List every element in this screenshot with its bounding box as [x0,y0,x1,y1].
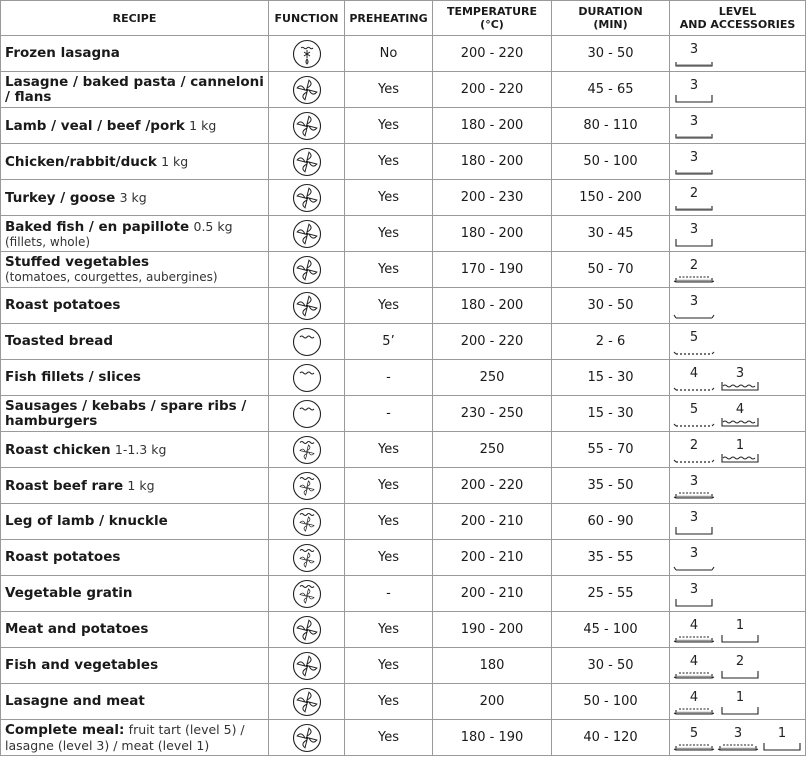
accessory-flat [674,315,714,318]
preheating-cell: Yes [345,144,433,180]
recipe-name: Leg of lamb / knuckle [5,513,168,529]
recipe-name: Lasagne and meat [5,693,145,709]
recipe-name: Fish and vegetables [5,657,159,673]
level-number: 3 [689,113,699,129]
level-cell [670,180,806,216]
accessory-pan [676,527,712,534]
fan-icon [292,147,322,177]
preheating-cell: Yes [345,540,433,576]
temperature-cell: 200 - 220 [433,324,552,360]
recipe-cell [1,180,269,216]
temperature-cell: 170 - 190 [433,252,552,288]
level-accessories [672,146,804,178]
duration-cell: 30 - 50 [552,36,670,72]
fan-icon [292,75,322,105]
duration-cell: 60 - 90 [552,504,670,540]
table-row [1,612,806,648]
table-row [1,576,806,612]
header-preheating: PREHEATING [345,1,433,36]
level-number: 3 [689,41,699,57]
recipe-name: Chicken/rabbit/duck [5,153,157,170]
recipe-cell [1,72,269,108]
grill-icon [292,399,322,429]
function-cell [269,432,345,468]
accessory-pan [676,239,712,246]
duration-cell: 30 - 45 [552,216,670,252]
accessory-tray [676,206,712,210]
recipe-name: Roast beef rare [5,477,124,494]
preheating-cell: No [345,36,433,72]
accessory-tray [676,170,712,174]
accessory-grid [674,460,714,462]
recipe-cell [1,252,269,288]
table-row [1,72,806,108]
fan-icon [292,615,322,645]
level-cell [670,612,806,648]
level-number: 2 [735,653,745,669]
temperature-cell: 190 - 200 [433,612,552,648]
level-accessories [672,434,804,466]
recipe-name: Baked fish / en papillote [5,218,190,235]
fan-icon [292,219,322,249]
header-temperature: TEMPERATURE (°C) [433,1,552,36]
recipe-name: Turkey / goose [5,189,116,206]
accessory-grid [674,388,714,390]
level-accessories [672,38,804,70]
recipe-cell [1,324,269,360]
level-cell [670,252,806,288]
table-row [1,180,806,216]
level-cell [670,504,806,540]
level-accessories [672,614,804,646]
recipe-quantity: 0.5 kg [193,218,233,234]
recipe-cell [1,720,269,756]
level-cell [670,684,806,720]
accessory-tray [676,134,712,138]
function-cell [269,612,345,648]
recipe-quantity: 1 kg [127,477,155,493]
preheating-cell: - [345,576,433,612]
recipe-name: Lamb / veal / beef /pork [5,117,185,134]
level-number: 2 [689,437,699,453]
function-cell [269,684,345,720]
level-number: 3 [689,293,699,309]
accessory-flat [674,567,714,570]
level-number: 4 [689,617,699,633]
recipe-name: Meat and potatoes [5,621,149,637]
turbo-grill-icon [292,471,322,501]
recipe-quantity: 1-1.3 kg [114,441,167,457]
function-cell [269,324,345,360]
temperature-cell: 200 - 220 [433,36,552,72]
fan-icon [292,723,322,753]
function-cell [269,108,345,144]
recipe-cell [1,504,269,540]
fan-icon [292,183,322,213]
accessory-pan [676,599,712,606]
accessory-drip [722,418,758,426]
table-row [1,288,806,324]
table-row [1,504,806,540]
duration-cell: 50 - 100 [552,684,670,720]
temperature-cell: 200 - 220 [433,72,552,108]
turbo-grill-icon [292,507,322,537]
preheating-cell: Yes [345,648,433,684]
level-accessories [672,254,804,286]
level-cell [670,432,806,468]
recipe-name: Roast potatoes [5,549,121,565]
level-accessories [672,650,804,682]
recipe-cell [1,576,269,612]
level-number: 1 [735,437,745,453]
recipe-name: Roast chicken [5,441,111,458]
level-cell [670,396,806,432]
recipe-name: Complete meal: [5,721,125,738]
table-row [1,468,806,504]
temperature-cell: 250 [433,432,552,468]
recipe-note: (fillets, whole) [5,234,91,249]
temperature-cell: 180 - 190 [433,720,552,756]
level-number: 5 [689,725,699,741]
level-number: 3 [689,509,699,525]
recipe-name: Frozen lasagna [5,45,120,61]
level-number: 1 [735,617,745,633]
turbo-grill-icon [292,579,322,609]
header-level: LEVEL AND ACCESSORIES [670,1,806,36]
preheating-cell: Yes [345,684,433,720]
level-number: 5 [689,329,699,345]
fan-icon [292,111,322,141]
grill-icon [292,327,322,357]
function-cell [269,720,345,756]
duration-cell: 15 - 30 [552,360,670,396]
level-cell [670,540,806,576]
accessory-pan [722,635,758,642]
temperature-cell: 230 - 250 [433,396,552,432]
function-cell [269,216,345,252]
duration-cell: 15 - 30 [552,396,670,432]
recipe-name: Stuffed vegetables [5,254,150,270]
duration-cell: 55 - 70 [552,432,670,468]
duration-cell: 40 - 120 [552,720,670,756]
function-cell [269,288,345,324]
preheating-cell: Yes [345,72,433,108]
recipe-cell [1,144,269,180]
table-row [1,540,806,576]
temperature-cell: 200 - 210 [433,504,552,540]
level-cell [670,288,806,324]
recipe-cell [1,432,269,468]
level-accessories [672,722,804,754]
level-number: 3 [733,725,743,741]
recipe-cell [1,360,269,396]
table-row [1,144,806,180]
function-cell [269,648,345,684]
function-cell [269,468,345,504]
function-cell [269,576,345,612]
table-row [1,396,806,432]
temperature-cell: 180 - 200 [433,108,552,144]
temperature-cell: 180 - 200 [433,144,552,180]
duration-cell: 2 - 6 [552,324,670,360]
level-cell [670,108,806,144]
recipe-cell [1,288,269,324]
level-number: 3 [689,221,699,237]
level-cell [670,360,806,396]
level-cell [670,720,806,756]
header-function: FUNCTION [269,1,345,36]
temperature-cell: 180 - 200 [433,288,552,324]
recipe-note: (tomatoes, courgettes, aubergines) [5,270,218,284]
level-accessories [672,470,804,502]
level-number: 3 [689,545,699,561]
function-cell [269,396,345,432]
fan-defrost-icon [292,39,322,69]
level-number: 3 [689,473,699,489]
duration-cell: 45 - 65 [552,72,670,108]
function-cell [269,360,345,396]
grill-icon [292,363,322,393]
level-cell [670,216,806,252]
recipe-cell [1,540,269,576]
temperature-cell: 180 [433,648,552,684]
level-number: 3 [689,149,699,165]
level-number: 4 [735,401,745,417]
recipe-cell [1,108,269,144]
level-accessories [672,398,804,430]
accessory-rack-tray [674,493,714,498]
duration-cell: 50 - 100 [552,144,670,180]
duration-cell: 35 - 50 [552,468,670,504]
recipe-cell [1,396,269,432]
preheating-cell: 5’ [345,324,433,360]
turbo-grill-icon [292,435,322,465]
level-number: 2 [689,257,699,273]
fan-icon [292,651,322,681]
level-number: 3 [735,365,745,381]
accessory-tray [676,62,712,66]
recipe-cell [1,36,269,72]
function-cell [269,504,345,540]
duration-cell: 45 - 100 [552,612,670,648]
function-cell [269,540,345,576]
level-accessories [672,218,804,250]
preheating-cell: - [345,396,433,432]
accessory-grid [674,424,714,426]
table-row [1,36,806,72]
recipe-quantity: 1 kg [161,153,189,169]
level-cell [670,648,806,684]
level-accessories [672,542,804,574]
recipe-name: Lasagne / baked pasta / canneloni / flans [5,73,264,105]
function-cell [269,36,345,72]
table-row [1,648,806,684]
duration-cell: 150 - 200 [552,180,670,216]
accessory-rack-tray [674,277,714,282]
table-row [1,108,806,144]
temperature-cell: 200 - 210 [433,540,552,576]
level-cell [670,144,806,180]
level-accessories [672,686,804,718]
duration-cell: 80 - 110 [552,108,670,144]
accessory-rack-tray [674,637,714,642]
temperature-cell: 200 - 230 [433,180,552,216]
temperature-cell: 200 [433,684,552,720]
accessory-rack-tray [674,673,714,678]
temperature-cell: 180 - 200 [433,216,552,252]
turbo-grill-icon [292,543,322,573]
temperature-cell: 200 - 220 [433,468,552,504]
accessory-pan [722,707,758,714]
level-accessories [672,506,804,538]
accessory-rack-tray [718,745,758,750]
recipe-cell [1,216,269,252]
preheating-cell: Yes [345,504,433,540]
table-row [1,216,806,252]
level-accessories [672,182,804,214]
recipe-name: Roast potatoes [5,297,121,313]
preheating-cell: - [345,360,433,396]
level-accessories [672,110,804,142]
preheating-cell: Yes [345,720,433,756]
function-cell [269,72,345,108]
accessory-drip [722,454,758,462]
accessory-grid [674,352,714,354]
level-number: 1 [735,689,745,705]
recipe-quantity: fruit tart (level 5) / lasagne (level 3) / meat (level 1) [5,721,245,753]
fan-icon [292,255,322,285]
accessory-drip [722,382,758,390]
recipe-cell [1,468,269,504]
function-cell [269,252,345,288]
recipe-name: Sausages / kebabs / spare ribs / hamburgers [5,397,247,429]
temperature-cell: 200 - 210 [433,576,552,612]
duration-cell: 25 - 55 [552,576,670,612]
accessory-rack-tray [674,709,714,714]
preheating-cell: Yes [345,612,433,648]
recipe-quantity: 1 kg [189,117,217,133]
table-row [1,252,806,288]
level-cell [670,576,806,612]
accessory-pan [722,671,758,678]
level-number: 4 [689,689,699,705]
preheating-cell: Yes [345,468,433,504]
level-cell [670,468,806,504]
table-row [1,324,806,360]
recipe-name: Fish fillets / slices [5,369,141,385]
recipe-name: Toasted bread [5,333,114,349]
preheating-cell: Yes [345,252,433,288]
recipe-cell [1,648,269,684]
accessory-rack-tray [674,745,714,750]
level-number: 5 [689,401,699,417]
level-number: 1 [777,725,787,741]
fan-icon [292,291,322,321]
function-cell [269,144,345,180]
header-row [1,1,806,36]
level-number: 3 [689,581,699,597]
recipe-quantity: 3 kg [119,189,147,205]
accessory-pan [764,743,800,750]
table-row [1,684,806,720]
duration-cell: 35 - 55 [552,540,670,576]
level-accessories [672,578,804,610]
level-number: 4 [689,653,699,669]
level-cell [670,36,806,72]
level-accessories [672,290,804,322]
level-number: 2 [689,185,699,201]
level-cell [670,72,806,108]
level-accessories [672,326,804,358]
header-recipe: RECIPE [1,1,269,36]
duration-cell: 30 - 50 [552,648,670,684]
header-duration: DURATION (MIN) [552,1,670,36]
table-row [1,360,806,396]
duration-cell: 50 - 70 [552,252,670,288]
accessory-pan [676,95,712,102]
temperature-cell: 250 [433,360,552,396]
preheating-cell: Yes [345,216,433,252]
level-cell [670,324,806,360]
preheating-cell: Yes [345,180,433,216]
recipe-cell [1,612,269,648]
fan-icon [292,687,322,717]
recipe-name: Vegetable gratin [5,585,133,601]
preheating-cell: Yes [345,108,433,144]
level-number: 3 [689,77,699,93]
recipe-cell [1,684,269,720]
level-accessories [672,74,804,106]
table-row [1,432,806,468]
level-accessories [672,362,804,394]
preheating-cell: Yes [345,288,433,324]
function-cell [269,180,345,216]
duration-cell: 30 - 50 [552,288,670,324]
level-number: 4 [689,365,699,381]
preheating-cell: Yes [345,432,433,468]
table-row [1,720,806,756]
